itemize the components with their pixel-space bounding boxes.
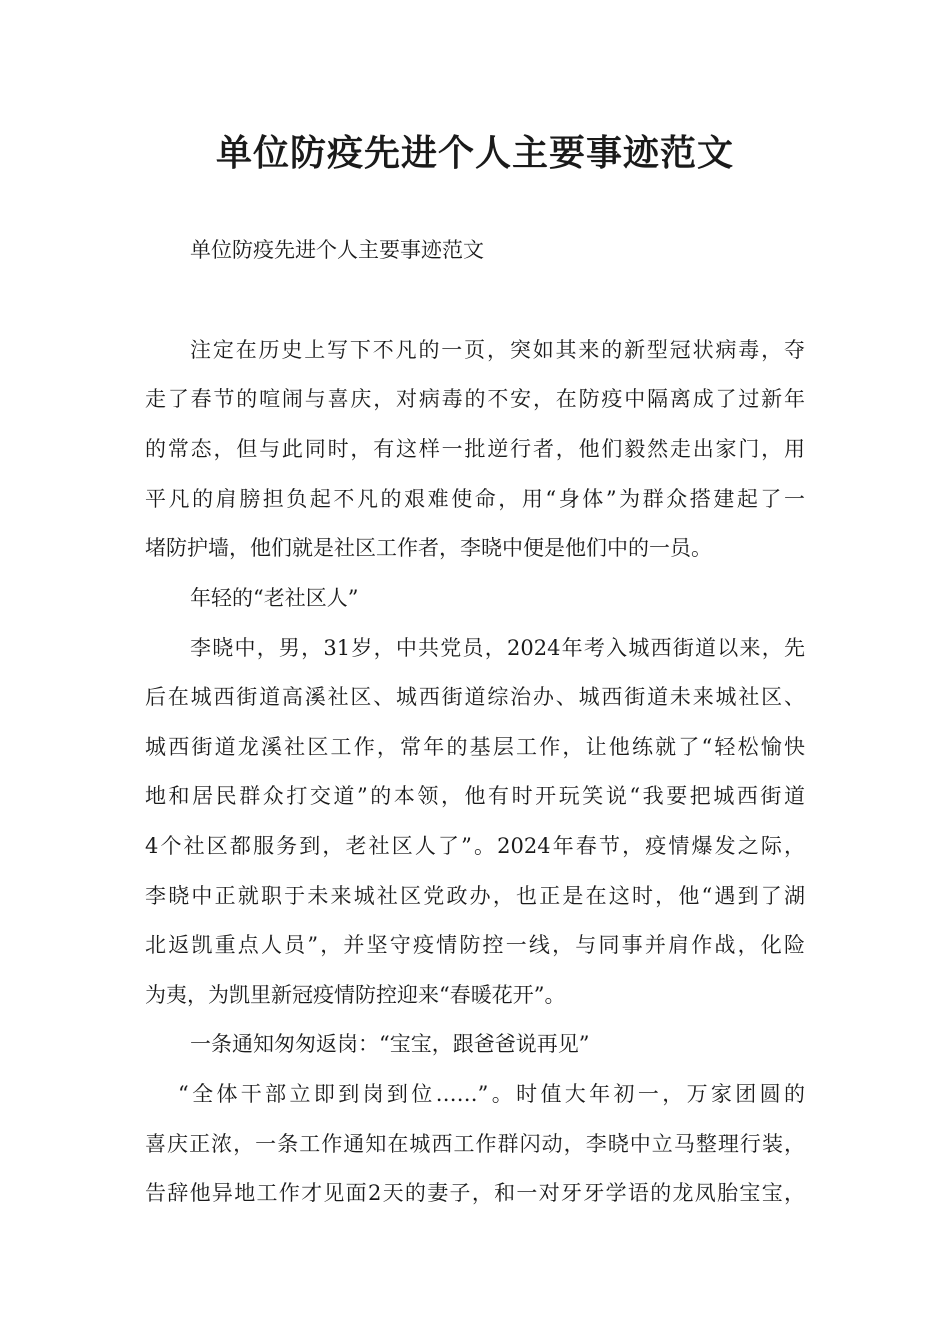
document-title: 单位防疫先进个人主要事迹范文: [215, 133, 734, 174]
body-line: 平凡的肩膀担负起不凡的艰难使命，用“身体”为群众搭建起了一: [145, 487, 805, 511]
section-heading: 一条通知匆匆返岗：“宝宝，跟爸爸说再见”: [190, 1032, 590, 1056]
body-line: “全体干部立即到岗到位……”。时值大年初一，万家团圆的: [178, 1082, 805, 1106]
document-subtitle: 单位防疫先进个人主要事迹范文: [190, 238, 484, 262]
body-line: 北返凯重点人员”，并坚守疫情防控一线，与同事并肩作战，化险: [145, 933, 805, 957]
body-line: 后在城西街道高溪社区、城西街道综治办、城西街道未来城社区、: [145, 685, 805, 709]
body-line: 李晓中正就职于未来城社区党政办，也正是在这时，他“遇到了湖: [145, 884, 805, 908]
body-line: 的常态，但与此同时，有这样一批逆行者，他们毅然走出家门，用: [145, 437, 805, 461]
section-heading: 年轻的“老社区人”: [190, 586, 359, 610]
body-line: 地和居民群众打交道”的本领，他有时开玩笑说“我要把城西街道: [145, 784, 805, 808]
body-line: 为夷，为凯里新冠疫情防控迎来“春暖花开”。: [145, 983, 566, 1007]
body-line: 注定在历史上写下不凡的一页，突如其来的新型冠状病毒，夺: [190, 338, 805, 362]
body-line: 堵防护墙，他们就是社区工作者，李晓中便是他们中的一员。: [145, 536, 712, 560]
body-line: 喜庆正浓，一条工作通知在城西工作群闪动，李晓中立马整理行装，: [145, 1132, 805, 1156]
body-line: 李晓中，男，31岁，中共党员，2024年考入城西街道以来，先: [190, 636, 805, 660]
body-line: 4个社区都服务到，老社区人了”。2024年春节，疫情爆发之际，: [145, 834, 805, 858]
body-line: 城西街道龙溪社区工作，常年的基层工作，让他练就了“轻松愉快: [145, 735, 805, 759]
body-line: 告辞他异地工作才见面2天的妻子，和一对牙牙学语的龙凤胎宝宝，: [145, 1181, 805, 1205]
body-line: 走了春节的喧闹与喜庆，对病毒的不安，在防疫中隔离成了过新年: [145, 387, 805, 411]
